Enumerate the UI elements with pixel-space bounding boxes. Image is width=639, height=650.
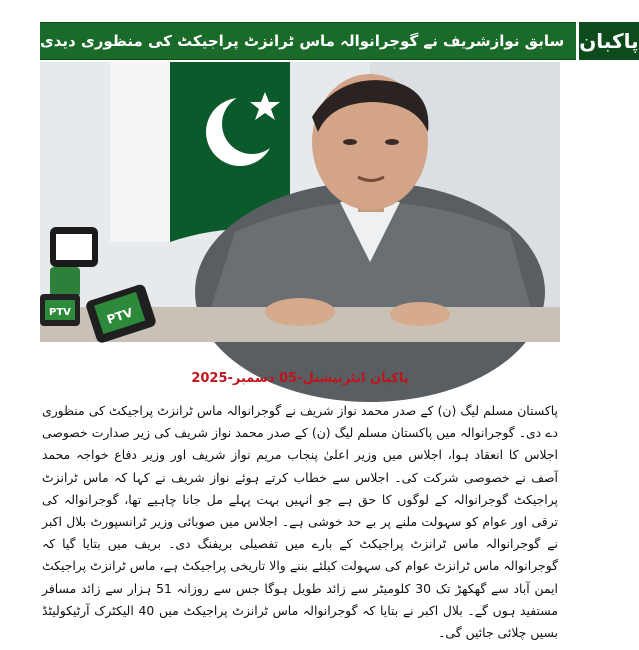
article-header [40, 22, 639, 60]
press-conference-image [40, 62, 560, 342]
svg-text:PTV: PTV [49, 307, 71, 318]
dateline: پاکبان انٹرنیشنل-05 دسمبر-2025 [191, 371, 409, 386]
svg-text:PTV: PTV [105, 305, 135, 327]
article-photo [40, 62, 560, 342]
headline: سابق نوازشریف نے گوجرانوالہ ماس ٹرانزٹ پراجیکٹ کی منظوری دیدی [40, 22, 576, 60]
brand-logo: پاکبان [576, 22, 638, 60]
article-body: پاکستان مسلم لیگ (ن) کے صدر محمد نواز شریف نے گوجرانوالہ ماس ٹرانزٹ پراجیکٹ کی منظوری دے دی۔ گوجرانوالہ میں پاکستان مسلم لیگ (ن) کے صدر محمد نواز شریف کی زیر صدارت خصوصی اجلاس کا انعقاد ہوا، اجلاس میں وزیر اعلیٰ پنجاب مریم نواز شریف اور وزیر دفاع خواجہ محمد آصف نے خصوصی شرکت کی۔ اجلاس سے خطاب کرتے ہوئے نواز شریف نے کہا کہ ماس ٹرانزٹ پراجیکٹ گوجرانوالہ کے لوگوں کا حق ہے جو انہیں بہت پہلے مل جانا چاہیے تھا، گوجرانوالہ کی ترقی اور عوام کو سہولت ملنے پر بے حد خوشی ہے۔ اجلاس میں صوبائی وزیر ٹرانسپورٹ بلال اکبر نے گوجرانوالہ ماس ٹرانزٹ پراجیکٹ کے بارے میں تفصیلی بریفنگ دی۔ بریف میں بتایا گیا کہ گوجرانوالہ ماس ٹرانزٹ عوام کی سہولت کیلئے بننے والا تاریخی پراجیکٹ ہے، ماس ٹرانزٹ پراجیکٹ ایمن آباد سے گھکھڑ تک 30 کلومیٹر سے زائد طویل ہوگا جس سے روزانہ 51 ہزار سے زائد مسافر مستفید ہوں گے۔ بلال اکبر نے بتایا کہ گوجرانوالہ ماس ٹرانزٹ پراجیکٹ میں 40 الیکٹرک آرٹیکولیٹڈ بسیں چلائی جائیں گی۔ [42, 403, 558, 641]
